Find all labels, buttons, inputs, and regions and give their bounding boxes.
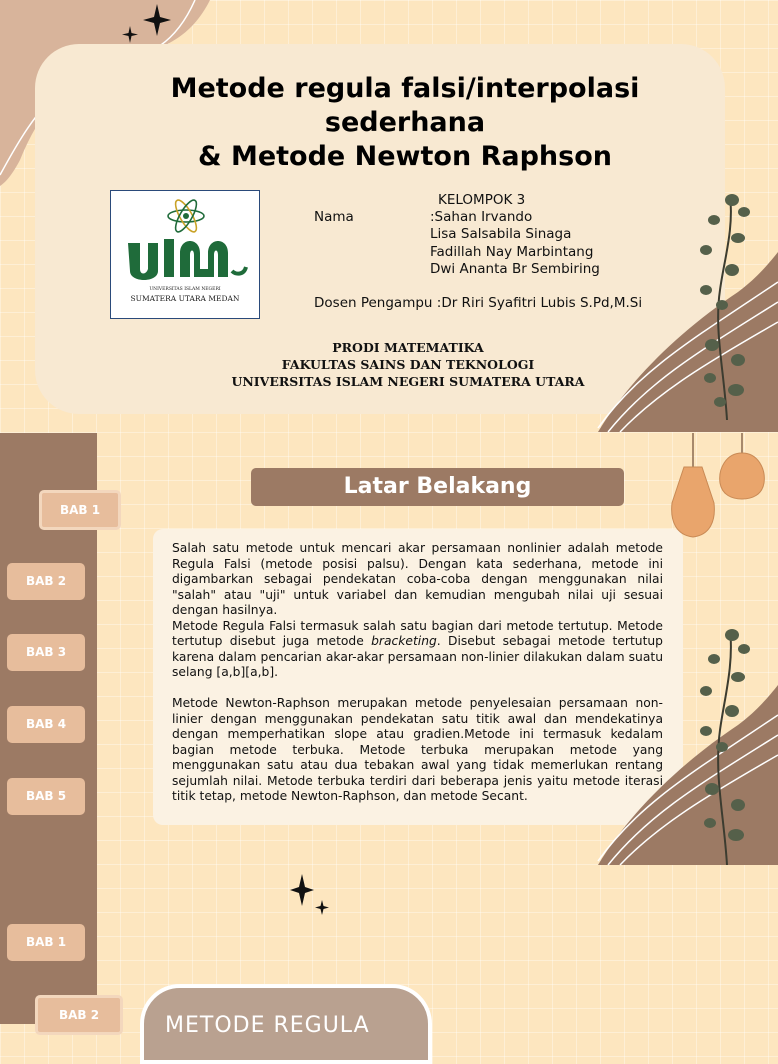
- atom-icon: [166, 199, 206, 233]
- group-label: KELOMPOK 3: [438, 192, 526, 208]
- paragraph-2: Metode Regula Falsi termasuk salah satu bagian dari metode tertutup. Metode tertutup disebut juga metode bracketing. Disebut sebagai metode tertutup karena dalam pencarian akar-akar persamaan non-linier dilakukan dalam suatu selang [a,b][a,b].: [172, 618, 663, 679]
- section-heading: Latar Belakang: [251, 468, 624, 506]
- emphasis-text: bracketing: [371, 634, 437, 648]
- tab-bab-2[interactable]: BAB 2: [7, 563, 85, 600]
- tab-bab-3[interactable]: BAB 3: [7, 634, 85, 671]
- title-slide: [0, 0, 768, 432]
- uin-logo: [110, 190, 260, 319]
- hanging-lamp-icon: [666, 433, 776, 543]
- tab-bab-1[interactable]: BAB 1: [7, 924, 85, 961]
- page-title: Metode regula falsi/interpolasi sederhana & Metode Newton Raphson: [170, 73, 640, 172]
- prodi-line: PRODI MATEMATIKA: [332, 340, 484, 355]
- background-slide: [0, 433, 768, 1038]
- name-label: Nama: [314, 209, 354, 225]
- plant-icon: [692, 190, 762, 420]
- member-name: :Sahan Irvando: [430, 209, 533, 225]
- tab-bab-4[interactable]: BAB 4: [7, 706, 85, 743]
- faculty-line: FAKULTAS SAINS DAN TEKNOLOGI: [281, 357, 535, 372]
- tab-bab-1[interactable]: BAB 1: [39, 490, 121, 530]
- body-text: [172, 541, 663, 805]
- tab-bab-2[interactable]: BAB 2: [35, 995, 123, 1035]
- paragraph-1: Salah satu metode untuk mencari akar persamaan nonlinier adalah metode Regula Falsi (metode posisi palsu). Dengan kata sederhana, metode ini digambarkan sebagai pendekatan coba-coba dengan menggunakan nilai "salah" atau "uji" untuk variabel dan kemudian mengubah nilai uji sesuai dengan hasilnya.: [172, 541, 663, 617]
- paragraph-3: Metode Newton-Raphson merupakan metode penyelesaian persamaan non-linier dengan menggunakan pendekatan satu titik awal dan mendekatinya dengan memperhatikan slope atau gradien.Metode ini termasuk kedalam bagian metode terbuka. Metode terbuka merupakan metode yang menggunakan satu atau dua tebakan awal yang tidak memerlukan rentang sejumlah nilai. Metode terbuka terdiri dari beberapa jenis yaitu metode iterasi titik tetap, metode Newton-Raphson, dan metode Secant.: [172, 696, 663, 803]
- next-heading: METODE REGULA: [165, 1013, 370, 1038]
- logo-caption-small: UNIVERSITAS ISLAM NEGERI: [149, 287, 221, 292]
- sparkle-icon: [290, 874, 330, 920]
- member-name: Lisa Salsabila Sinaga: [430, 226, 572, 242]
- member-name: Dwi Ananta Br Sembiring: [430, 261, 600, 277]
- tab-bab-5[interactable]: BAB 5: [7, 778, 85, 815]
- lecturer-info: Dosen Pengampu :Dr Riri Syafitri Lubis S.Pd,M.Si: [314, 295, 643, 311]
- uin-emblem-icon: [124, 235, 248, 285]
- plant-icon: [692, 625, 762, 865]
- member-name: Fadillah Nay Marbintang: [430, 244, 594, 260]
- university-line: UNIVERSITAS ISLAM NEGERI SUMATERA UTARA: [231, 374, 585, 389]
- logo-caption: SUMATERA UTARA MEDAN: [130, 294, 240, 303]
